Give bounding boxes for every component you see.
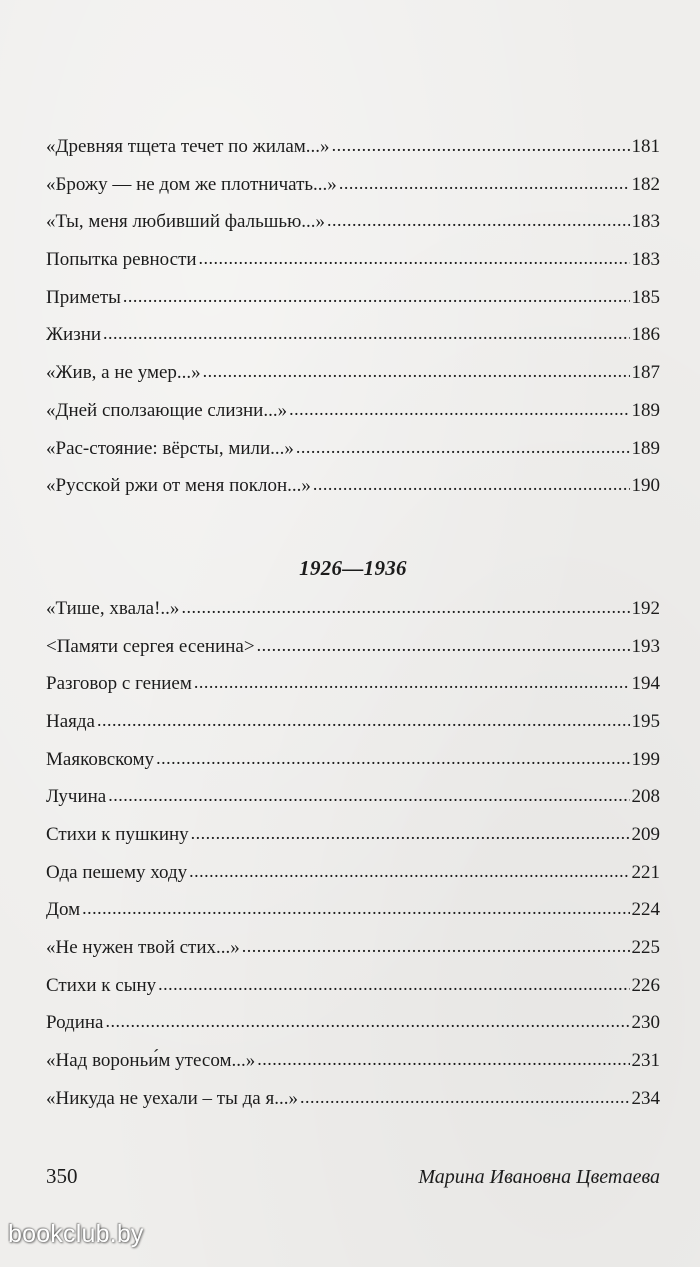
toc-entry <box>46 316 660 354</box>
toc-entry <box>46 128 660 166</box>
toc-entry-title: Дом <box>46 899 81 921</box>
toc-entry-page: 224 <box>631 899 660 921</box>
toc-entry-page: 181 <box>631 136 660 157</box>
toc-entry-page: 225 <box>631 937 660 959</box>
toc-entry-title: Стихи к сыну <box>46 974 157 996</box>
dot-leader <box>339 165 630 203</box>
toc-entry-page: 185 <box>631 286 660 308</box>
toc-entry <box>46 665 660 703</box>
dot-leader <box>123 278 630 316</box>
toc-entry <box>46 430 660 468</box>
toc-entry-title: Разговор с гением <box>46 673 192 695</box>
toc-entry-page: 199 <box>631 748 660 770</box>
toc-entry-page: 190 <box>631 475 660 497</box>
dot-leader <box>242 928 630 966</box>
dot-leader <box>327 202 629 240</box>
dot-leader <box>189 853 629 891</box>
toc-entry <box>46 628 660 666</box>
toc-entry <box>46 203 660 241</box>
toc-entry <box>46 816 660 854</box>
dot-leader <box>181 589 629 627</box>
dot-leader <box>103 315 629 353</box>
dot-leader <box>332 127 630 165</box>
toc-entry-title: Наяда <box>46 710 95 732</box>
toc-entry <box>46 967 660 1005</box>
toc-entry <box>46 241 660 279</box>
table-of-contents <box>46 128 660 1118</box>
toc-entry <box>46 1004 660 1042</box>
toc-entry-title: Маяковскому <box>46 748 155 770</box>
toc-entry-title: «Не нужен твой стих...» <box>46 937 240 959</box>
toc-entry-page: 183 <box>631 249 660 271</box>
toc-entry-page: 187 <box>631 362 660 384</box>
dot-leader <box>300 1079 630 1117</box>
dot-leader <box>194 664 630 702</box>
toc-entry-page: 226 <box>631 974 660 996</box>
dot-leader <box>203 353 630 391</box>
toc-entry-page: 234 <box>631 1087 660 1109</box>
toc-entry-title: «Рас-стояние: вёрсты, мили...» <box>46 437 294 459</box>
dot-leader <box>158 966 629 1004</box>
toc-entry-page: 230 <box>631 1012 660 1034</box>
toc-entry-title: Стихи к пушкину <box>46 824 189 845</box>
toc-entry <box>46 392 660 430</box>
toc-entry-page: 183 <box>631 211 660 233</box>
section-heading-text: 1926—1936 <box>299 555 407 580</box>
toc-entry-page: 231 <box>631 1050 660 1072</box>
section-heading <box>46 543 660 587</box>
toc-entry-title: «Ты, меня любивший фальшью...» <box>46 211 326 233</box>
dot-leader <box>257 627 630 665</box>
toc-entry-page: 193 <box>631 635 660 657</box>
dot-leader <box>313 466 630 504</box>
toc-entry <box>46 854 660 892</box>
watermark: bookclub.by <box>8 1220 144 1248</box>
toc-entry-title: «Дней сползающие слизни...» <box>46 399 288 421</box>
dot-leader <box>296 429 630 467</box>
toc-entry-page: 208 <box>631 786 660 808</box>
toc-entry-page: 221 <box>631 861 660 883</box>
dot-leader <box>108 777 629 815</box>
toc-section-2 <box>46 590 660 1118</box>
toc-entry-page: 192 <box>631 597 660 619</box>
toc-entry-title: «Древняя тщета течет по жилам...» <box>46 136 330 157</box>
toc-entry-title: «Жив, а не умер...» <box>46 362 201 384</box>
toc-entry <box>46 703 660 741</box>
toc-entry-title: «Над вороньи́м утесом...» <box>46 1050 256 1072</box>
dot-leader <box>289 391 629 429</box>
toc-section-1 <box>46 128 660 505</box>
toc-entry-page: 186 <box>631 324 660 346</box>
dot-leader <box>105 1003 629 1041</box>
page-number: 350 <box>46 1164 78 1188</box>
toc-entry-title: «Брожу — не дом же плотничать...» <box>46 173 337 195</box>
dot-leader <box>156 740 629 778</box>
toc-entry-title: «Никуда не уехали – ты да я...» <box>46 1087 298 1109</box>
toc-entry <box>46 891 660 929</box>
toc-entry <box>46 778 660 816</box>
toc-entry <box>46 166 660 204</box>
toc-entry <box>46 467 660 505</box>
toc-entry-title: <Памяти сергея есенина> <box>46 635 255 657</box>
toc-entry-page: 209 <box>631 824 660 845</box>
toc-entry-page: 195 <box>631 710 660 732</box>
toc-entry <box>46 1042 660 1080</box>
toc-entry <box>46 929 660 967</box>
toc-entry-page: 182 <box>631 173 660 195</box>
page-footer <box>46 1164 660 1189</box>
running-footer-author: Марина Ивановна Цветаева <box>418 1166 660 1188</box>
toc-entry-page: 189 <box>631 399 660 421</box>
toc-entry-title: Родина <box>46 1012 104 1034</box>
toc-entry-page: 194 <box>631 673 660 695</box>
dot-leader <box>191 815 630 853</box>
toc-entry <box>46 590 660 628</box>
toc-entry-title: «Русской ржи от меня поклон...» <box>46 475 311 497</box>
toc-entry-page: 189 <box>631 437 660 459</box>
toc-entry-title: Приметы <box>46 286 121 308</box>
dot-leader <box>97 702 630 740</box>
toc-entry-title: Попытка ревности <box>46 249 197 271</box>
toc-entry-title: Лучина <box>46 786 107 808</box>
dot-leader <box>82 890 629 928</box>
dot-leader <box>199 240 630 278</box>
toc-entry <box>46 741 660 779</box>
toc-entry <box>46 1080 660 1118</box>
toc-entry <box>46 279 660 317</box>
toc-entry <box>46 354 660 392</box>
dot-leader <box>257 1041 629 1079</box>
toc-entry-title: «Тише, хвала!..» <box>46 597 180 619</box>
toc-entry-title: Ода пешему ходу <box>46 861 188 883</box>
toc-entry-title: Жизни <box>46 324 102 346</box>
